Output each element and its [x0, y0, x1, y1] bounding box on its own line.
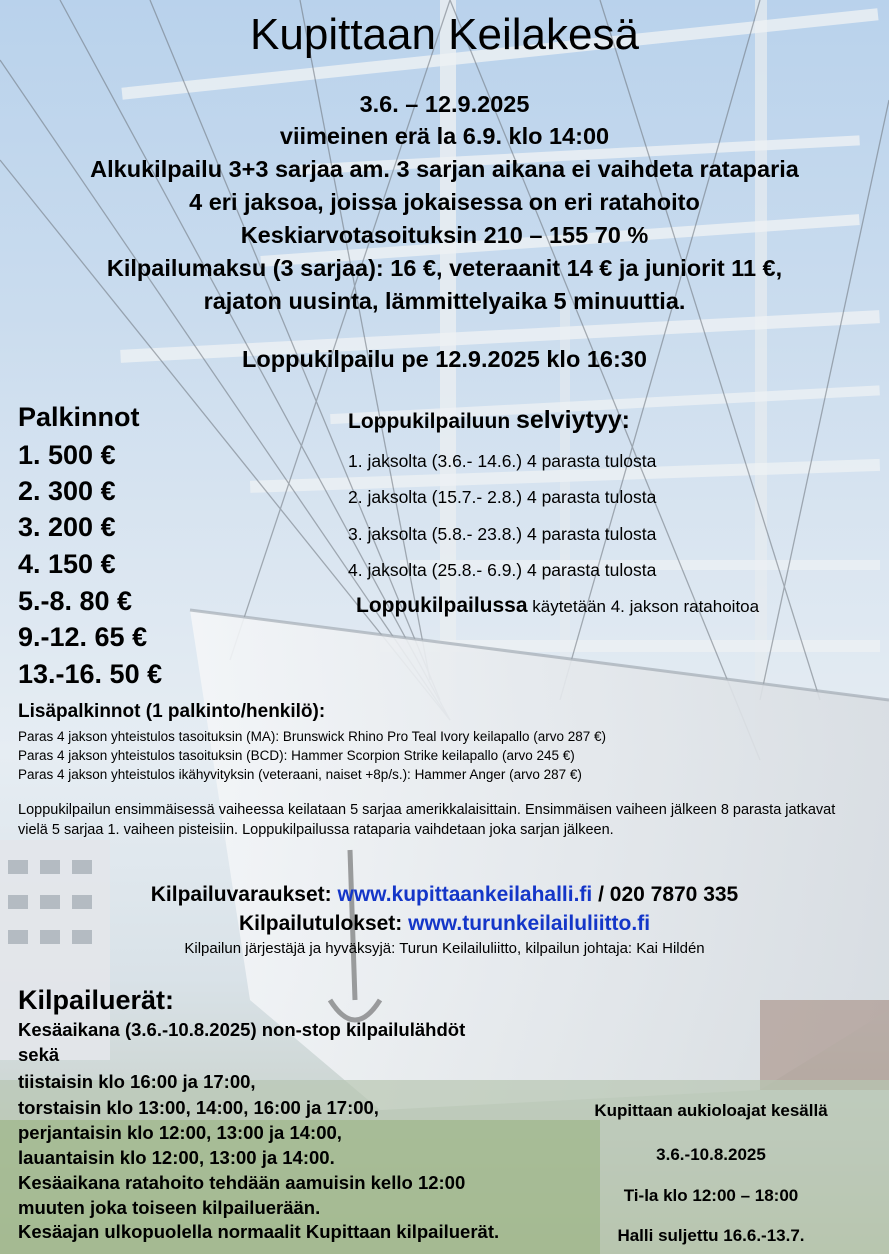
reservations-label: Kilpailuvaraukset: — [150, 883, 338, 906]
final-qualify-heading — [348, 406, 630, 435]
entry-fee: Kilpailumaksu (3 sarjaa): 16 €, veteraanit 14 € ja juniorit 11 €, — [106, 255, 783, 281]
handicap-info: Keskiarvotasoituksin 210 – 155 70 % — [240, 222, 649, 248]
rounds-heading: Kilpailuerät: — [18, 985, 175, 1015]
last-round: viimeinen erä la 6.9. klo 14:00 — [279, 123, 610, 149]
organizer-info: Kilpailun järjestäjä ja hyväksyjä: Turun Keilailuliitto, kilpailun johtaja: Kai Hildén — [184, 940, 705, 957]
final-oil-note — [356, 594, 759, 618]
qualify-period: 1. jaksolta (3.6.- 14.6.) 4 parasta tulosta — [348, 451, 657, 471]
final-date: Loppukilpailu pe 12.9.2025 klo 16:30 — [242, 346, 647, 372]
reservations-phone: / 020 7870 335 — [592, 883, 739, 906]
results-label: Kilpailutulokset: — [238, 912, 409, 935]
opening-hours-heading: Kupittaan aukioloajat kesällä — [594, 1101, 828, 1120]
qualify-period: 2. jaksolta (15.7.- 2.8.) 4 parasta tulosta — [348, 487, 657, 507]
reservations-link[interactable]: www.kupittaankeilahalli.fi — [337, 883, 593, 906]
results-link[interactable]: www.turunkeilailuliitto.fi — [408, 912, 651, 935]
prize-item: 13.-16. 50 € — [18, 659, 163, 689]
poster-title: Kupittaan Keilakesä — [250, 10, 639, 59]
event-dates: 3.6. – 12.9.2025 — [359, 91, 530, 117]
prizes-heading: Palkinnot — [18, 402, 140, 432]
prize-item: 9.-12. 65 € — [18, 622, 148, 652]
prize-item: 2. 300 € — [18, 476, 116, 506]
closed-period: Halli suljettu 16.6.-13.7. — [617, 1226, 805, 1245]
final-description: Loppukilpailun ensimmäisessä vaiheessa keilataan 5 sarjaa amerikkalaisittain. Ensimmäisen vaiheen jälkeen 8 parasta jatkavat vielä 5 sarjaa 1. vaiheen pisteisiin. Loppukilpailussa rataparia vaihdetaan joka sarjan jälkeen. — [18, 802, 836, 838]
reentry-info: rajaton uusinta, lämmittelyaika 5 minuuttia. — [203, 288, 686, 314]
results-line — [0, 912, 889, 936]
qualifier-format: Alkukilpailu 3+3 sarjaa am. 3 sarjan aikana ei vaihdeta rataparia — [90, 156, 799, 182]
extra-prize-item: Paras 4 jakson yhteistulos tasoituksin (MA): Brunswick Rhino Pro Teal Ivory keilapallo (arvo 287 €) — [18, 729, 607, 744]
prize-item: 3. 200 € — [18, 512, 116, 542]
prize-item: 5.-8. 80 € — [18, 586, 133, 616]
final-qualify-heading-part2: selviytyy: — [516, 406, 630, 434]
round-line: muuten joka toiseen kilpailuerään. — [18, 1197, 321, 1218]
opening-hours-dates: 3.6.-10.8.2025 — [656, 1145, 766, 1164]
reservations-line — [0, 883, 889, 907]
final-qualify-heading-part1: Loppukilpailuun — [348, 410, 511, 433]
round-line: Kesäajan ulkopuolella normaalit Kupittaan kilpailuerät. — [18, 1221, 500, 1242]
prize-item: 4. 150 € — [18, 549, 116, 579]
periods-info: 4 eri jaksoa, joissa jokaisessa on eri ratahoito — [189, 189, 700, 215]
round-line: sekä — [18, 1044, 60, 1065]
extra-prize-item: Paras 4 jakson yhteistulos tasoituksin (BCD): Hammer Scorpion Strike keilapallo (arvo 245 €) — [18, 748, 575, 763]
qualify-period: 4. jaksolta (25.8.- 6.9.) 4 parasta tulosta — [348, 560, 657, 580]
extra-prizes-heading: Lisäpalkinnot (1 palkinto/henkilö): — [18, 701, 326, 722]
final-oil-note-bold: Loppukilpailussa — [356, 594, 528, 617]
round-line: lauantaisin klo 12:00, 13:00 ja 14:00. — [18, 1147, 335, 1168]
round-line: torstaisin klo 13:00, 14:00, 16:00 ja 17:00, — [18, 1097, 379, 1118]
prize-item: 1. 500 € — [18, 440, 116, 470]
extra-prize-item: Paras 4 jakson yhteistulos ikähyvityksin (veteraani, naiset +8p/s.): Hammer Anger (arvo 287 €) — [18, 767, 582, 782]
round-line: Kesäaikana (3.6.-10.8.2025) non-stop kilpailulähdöt — [18, 1019, 466, 1040]
round-line: perjantaisin klo 12:00, 13:00 ja 14:00, — [18, 1122, 342, 1143]
opening-hours-time: Ti-la klo 12:00 – 18:00 — [623, 1186, 799, 1205]
round-line: tiistaisin klo 16:00 ja 17:00, — [18, 1071, 256, 1092]
final-oil-note-rest: käytetään 4. jakson ratahoitoa — [527, 597, 760, 616]
round-line: Kesäaikana ratahoito tehdään aamuisin kello 12:00 — [18, 1172, 466, 1193]
qualify-period: 3. jaksolta (5.8.- 23.8.) 4 parasta tulosta — [348, 524, 657, 544]
